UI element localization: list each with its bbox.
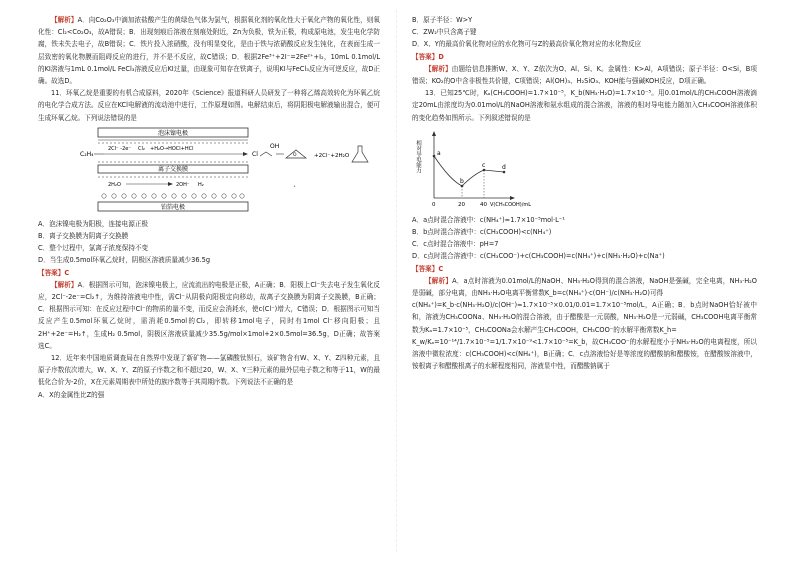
conductivity-curve xyxy=(434,156,504,186)
column-divider xyxy=(396,10,397,552)
q13-option-a: A．a点时混合溶液中：c(NH₄⁺)≈1.7×10⁻⁵mol·L⁻¹ xyxy=(412,215,565,224)
hypochlorous-eq: +H₂O→HOCl+HCl xyxy=(150,145,194,152)
ethylene-label: C₂H₄ xyxy=(80,150,94,158)
q12-option-b: B．原子半径：W>Y xyxy=(412,16,473,24)
flask-icon xyxy=(352,146,368,162)
q11-option-d: D．当生成0.5mol环氧乙烷时，阴极区溶液质量减少36.5g xyxy=(38,256,211,265)
q11-stem: 11．环氧乙烷是重要的有机合成原料，2020年《Science》报道科研人员研发了一种将乙烯高效转化为环氧乙烷的电化学合成方法。反应在KCl电解液的流动池中进行，工作原理如图。电解结束后，将阴阳极电解液输出混合，便可生成环氧乙烷。下列说法错误的是 xyxy=(38,89,380,122)
q13-answer: 【答案】C xyxy=(412,264,444,273)
q11-analysis: 【解析】A．根据图示可知，泡沫镍电极上，应流流出的电极是正极，A正确；B．阳极上Cl⁻失去电子发生氧化反应，2Cl⁻-2e⁻=Cl₂↑，为维持溶液电中性，需Cl⁻从阴极向阳极定向移动，故离子交换膜为阴离子交换膜，B正确；C．根据图示可知：在反应过程中Cl⁻的物质的量不变，而反应会消耗水，使c(Cl⁻)增大，C错误；D．根据图示可知当反应产生0.5mol环氧乙烷时，需消耗0.5mol的Cl₂，即转移1mol电子，同时有1mol Cl⁻移向阳极；且2H⁺+2e⁻=H₂↑，生成H₂ 0.5mol，阴极区溶液质量减少35.5g/mol×1mol+2×0.5mol=36.5g，D正确；故答案选C。 xyxy=(38,280,380,350)
gas-bubbles xyxy=(102,194,244,198)
point-a: a xyxy=(437,149,441,157)
tick-20: 20 xyxy=(458,201,465,208)
chlorohydrin-oh: OH xyxy=(270,142,280,150)
q12-option-a: A．X的金属性比Z的强 xyxy=(38,390,105,399)
q13-option-c: C．c点时混合溶液中：pH=7 xyxy=(412,240,499,249)
q12-analysis: 【解析】由题给信息推断W、X、Y、Z依次为O、Al、Si、K。金属性：K>Al，A项错误；原子半径：O<Si，B项错误；KO₂的O中含非极性共价键，C项错误；Al(OH)₃、H₂SiO₃、KOH能与强碱KOH反应，D项正确。 xyxy=(412,64,757,86)
q13-option-d: D．c点时混合溶液中：c(CH₃COO⁻)+c(CH₃COOH)=c(NH₄⁺)+c(NH₃·H₂O)+c(Na⁺) xyxy=(412,252,665,261)
q11-option-c: C．整个过程中，氯离子浓度保持不变 xyxy=(38,244,149,253)
q11-answer: 【答案】C xyxy=(38,268,70,277)
electrolysis-svg xyxy=(38,126,380,216)
q13-stem: 13．已知25℃时，Kₐ(CH₃COOH)=1.7×10⁻⁵，K_b(NH₃·H₂O)=1.7×10⁻⁵。用0.01mol/L的CH₃COOH溶液滴定20mL由浓度均为0.01mol/L的NaOH溶液和氨水组成的混合溶液，溶液的相对导电能力随加入CH₃COOH溶液体积的变化趋势如图所示。下列叙述错误的是 xyxy=(412,89,757,122)
point-c: c xyxy=(482,161,486,169)
point-b: b xyxy=(460,177,464,185)
top-electrode-label: 泡沫镍电极 xyxy=(157,129,189,137)
chloride-oxidation: 2Cl⁻ -2e⁻ xyxy=(108,145,131,152)
hydrogen-label: H₂ xyxy=(198,181,204,188)
tick-0: 0 xyxy=(432,201,436,208)
q13-option-b: B．b点时混合溶液中：c(CH₃COOH)<c(NH₄⁺) xyxy=(412,228,552,237)
chlorine-label: Cl₂ xyxy=(138,145,145,152)
q11-option-b: B．离子交换膜为阴离子交换膜 xyxy=(38,232,129,241)
left-column xyxy=(38,14,380,401)
q10-analysis: 【解析】A．向Co₂O₃中滴加浓盐酸产生的黄绿色气体为氯气，根据氧化剂的氧化性大于氧化产物的氧化性，则氧化性：Cl₂<Co₂O₃，故A错误；B．出现刻痕后溶液在刻痕处附近，Zn为负极，铁为正极，构成原电池，发生电化学防腐，铁未失去电子，故B错误；C．铁片投入浓硝酸，没有明显变化，是由于铁与浓硝酸反应发生钝化，在表面生成一层致密的氧化物膜而阻碍反应的进行，并不是不反应，故C错误；D．根据2Fe³⁺+2I⁻=2Fe²⁺+I₂，10mL 0.1mol/L的KI溶液与1mL 0.1mol/L FeCl₃溶液反应后KI过量，由现象可知存在铁离子，说明KI与FeCl₃反应为可逆反应，故D正确。故选D。 xyxy=(38,16,381,86)
conductivity-graph xyxy=(412,126,757,212)
hydroxide-label: 2OH⁻ xyxy=(176,181,190,188)
right-column xyxy=(412,14,757,372)
conductivity-svg xyxy=(412,126,757,212)
chlorohydrin-cl: Cl xyxy=(252,150,258,158)
product-equation: +2Cl⁻+2H₂O xyxy=(314,152,350,159)
q13-analysis-part1: 【解析】A．a点时溶液为0.01mol/L的NaOH、NH₃·H₂O得到的混合溶液，NaOH是强碱，完全电离，NH₃·H₂O是弱碱，部分电离，由NH₃·H₂O电离平衡常数K_b=c(NH₄⁺)·c(OH⁻)/c(NH₃·H₂O)可得 xyxy=(412,276,757,298)
water-label: 2H₂O xyxy=(108,181,121,188)
graph-xlabel: V(CH₃COOH)/mL xyxy=(490,201,532,208)
svg-text:O: O xyxy=(293,152,297,158)
q12-option-c: C．ZW₂中只含离子键 xyxy=(412,28,477,37)
point-d: d xyxy=(502,163,506,171)
q12-option-d: D．X、Y的最高价氧化物对应的水化物可与Z的最高价氧化物对应的水化物反应 xyxy=(412,40,642,49)
q11-option-a: A．泡沫镍电极为阳极，连接电源正极 xyxy=(38,219,149,228)
membrane-label: 离子交换膜 xyxy=(157,165,189,173)
q12-answer: 【答案】D xyxy=(412,52,444,61)
q13-analysis-part3: K_w/Kₐ=10⁻¹⁴/1.7×10⁻⁵=1/1.7×10⁻⁹<1.7×10⁻⁵=K_b，故CH₃COO⁻的水解程度小于NH₃·H₂O的电离程度，所以溶液中微粒浓度：c(CH₃COOH)<c(NH₄⁺)，B正确；C．c点溶液恰好是等浓度的醋酸钠和醋酸铵，在醋酸铵溶液中，铵根离子和醋酸根离子的水解程度相同，溶液显中性，而醋酸钠属于 xyxy=(412,337,757,371)
q12-stem: 12．近年来中国地质调查局在自然界中发现了新矿物——氯磷酸钛钡石，该矿物含有W、X、Y、Z四种元素，且原子序数依次增大，W、X、Y、Z的原子序数之和不超过20，W、X、Y三种元素的最外层电子数之和等于11，W的最低化合价为-2价，X在元素周期表中所处的族序数等于其周期序数。下列说法不正确的是 xyxy=(38,354,380,387)
q13-analysis-part2: c(NH₄⁺)=K_b·c(NH₃·H₂O)/c(OH⁻)≈1.7×10⁻⁵×0.01/0.01=1.7×10⁻⁵mol/L，A正确；B．b点时NaOH恰好被中和，溶液为CH₃COONa、NH₃·H₂O的混合溶液，由于醋酸是一元弱酸，NH₃·H₂O是一元弱碱，CH₃COOH电离平衡常数为Kₐ=1.7×10⁻⁵，CH₃COONa会水解产生CH₃COOH，CH₃COO⁻的水解平衡常数K_h= xyxy=(412,301,757,334)
svg-text:•: • xyxy=(293,183,296,190)
bottom-electrode-label: 铂箔电极 xyxy=(160,203,186,211)
graph-ylabel: 相对导电能力 xyxy=(415,139,421,173)
tick-40: 40 xyxy=(480,201,487,208)
electrolysis-diagram xyxy=(38,126,380,216)
